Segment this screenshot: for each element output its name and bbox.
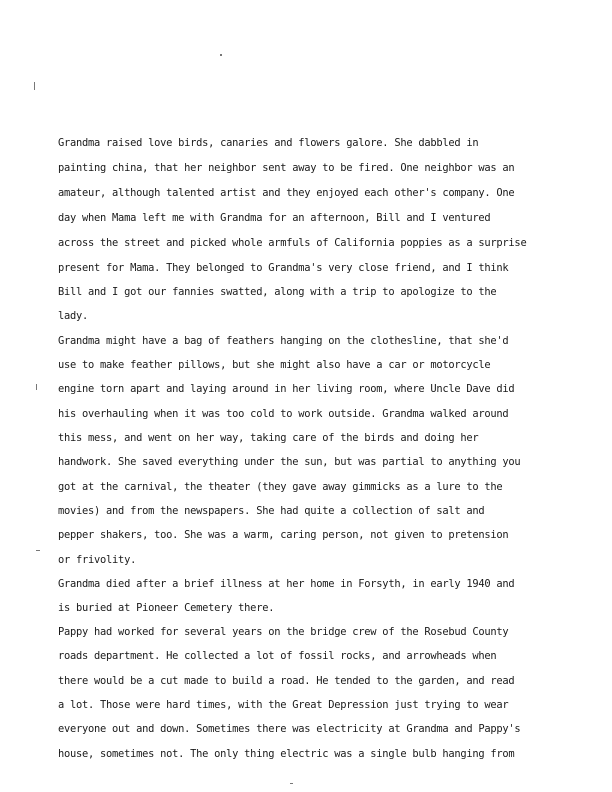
text-line: across the street and picked whole armfuls of California poppies as a surprise xyxy=(58,237,527,249)
text-line: everyone out and down. Sometimes there was electricity at Grandma and Pappy's xyxy=(58,723,521,735)
text-line: roads department. He collected a lot of fossil rocks, and arrowheads when xyxy=(58,650,497,662)
text-line: his overhauling when it was too cold to work outside. Grandma walked around xyxy=(58,408,509,420)
scan-speck xyxy=(290,783,293,784)
text-line: Grandma raised love birds, canaries and flowers galore. She dabbled in xyxy=(58,137,479,149)
text-line: painting china, that her neighbor sent away to be fired. One neighbor was an xyxy=(58,162,515,174)
text-line: lady. xyxy=(58,310,89,322)
text-line: or frivolity. xyxy=(58,554,137,566)
text-line: day when Mama left me with Grandma for an afternoon, Bill and I ventured xyxy=(58,212,491,224)
text-line: amateur, although talented artist and they enjoyed each other's company. One xyxy=(58,187,515,199)
text-line: this mess, and went on her way, taking care of the birds and doing her xyxy=(58,432,479,444)
scan-speck xyxy=(36,550,40,551)
text-line: Pappy had worked for several years on the bridge crew of the Rosebud County xyxy=(58,626,509,638)
text-line: pepper shakers, too. She was a warm, caring person, not given to pretension xyxy=(58,529,509,541)
text-line: use to make feather pillows, but she might also have a car or motorcycle xyxy=(58,359,491,371)
text-line: there would be a cut made to build a road. He tended to the garden, and read xyxy=(58,675,515,687)
text-line: Grandma might have a bag of feathers hanging on the clothesline, that she'd xyxy=(58,335,509,347)
text-line: present for Mama. They belonged to Grandma's very close friend, and I think xyxy=(58,262,509,274)
text-line: movies) and from the newspapers. She had quite a collection of salt and xyxy=(58,505,485,517)
text-line: Grandma died after a brief illness at her home in Forsyth, in early 1940 and xyxy=(58,578,515,590)
text-line: got at the carnival, the theater (they gave away gimmicks as a lure to the xyxy=(58,481,503,493)
text-line: a lot. Those were hard times, with the Great Depression just trying to wear xyxy=(58,699,509,711)
text-line: is buried at Pioneer Cemetery there. xyxy=(58,602,275,614)
scan-speck xyxy=(36,384,37,390)
text-line: engine torn apart and laying around in her living room, where Uncle Dave did xyxy=(58,383,515,395)
scan-speck xyxy=(220,54,222,56)
text-line: handwork. She saved everything under the sun, but was partial to anything you xyxy=(58,456,521,468)
text-line: Bill and I got our fannies swatted, along with a trip to apologize to the xyxy=(58,286,497,298)
scan-speck xyxy=(34,82,35,90)
text-line: house, sometimes not. The only thing electric was a single bulb hanging from xyxy=(58,748,515,760)
